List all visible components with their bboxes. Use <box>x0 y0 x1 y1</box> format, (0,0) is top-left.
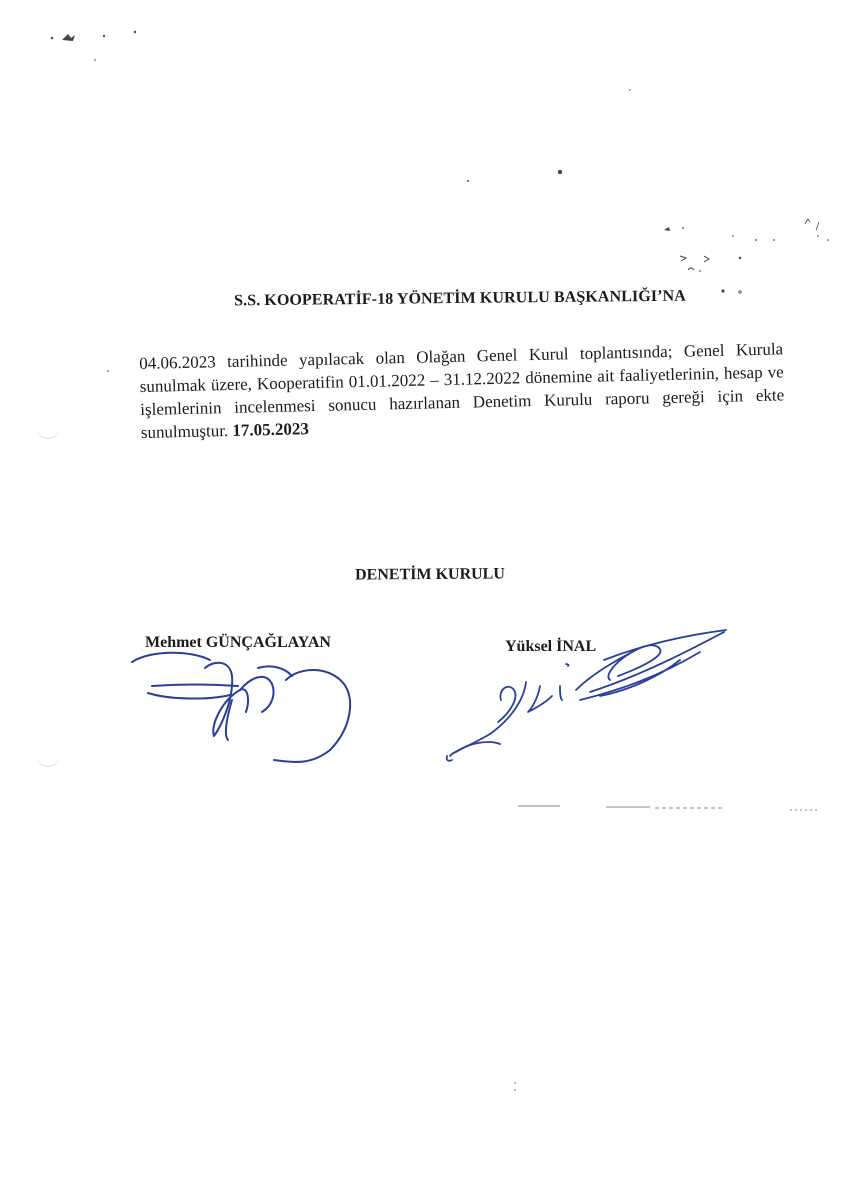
signatory-name-1: Mehmet GÜNÇAĞLAYAN <box>145 634 331 651</box>
committee-title: DENETİM KURULU <box>355 565 505 584</box>
signatory-name-2: Yüksel İNAL <box>505 638 597 655</box>
body-date: 17.05.2023 <box>232 419 310 440</box>
body-text: 04.06.2023 tarihinde yapılacak olan Olağan Genel Kurul toplantısında; Genel Kurula sunulmak üzere, Kooperatifin 01.01.2022 – 31.12.2022 dönemine ait faaliyetlerinin, hesap ve işlemlerinin incelenmesi sonucu hazırlanan Denetim Kurulu raporu gereği için ekte sunulmuştur. <box>139 339 785 442</box>
page-heading: S.S. KOOPERATİF-18 YÖNETİM KURULU BAŞKANLIĞI’NA <box>233 287 686 310</box>
